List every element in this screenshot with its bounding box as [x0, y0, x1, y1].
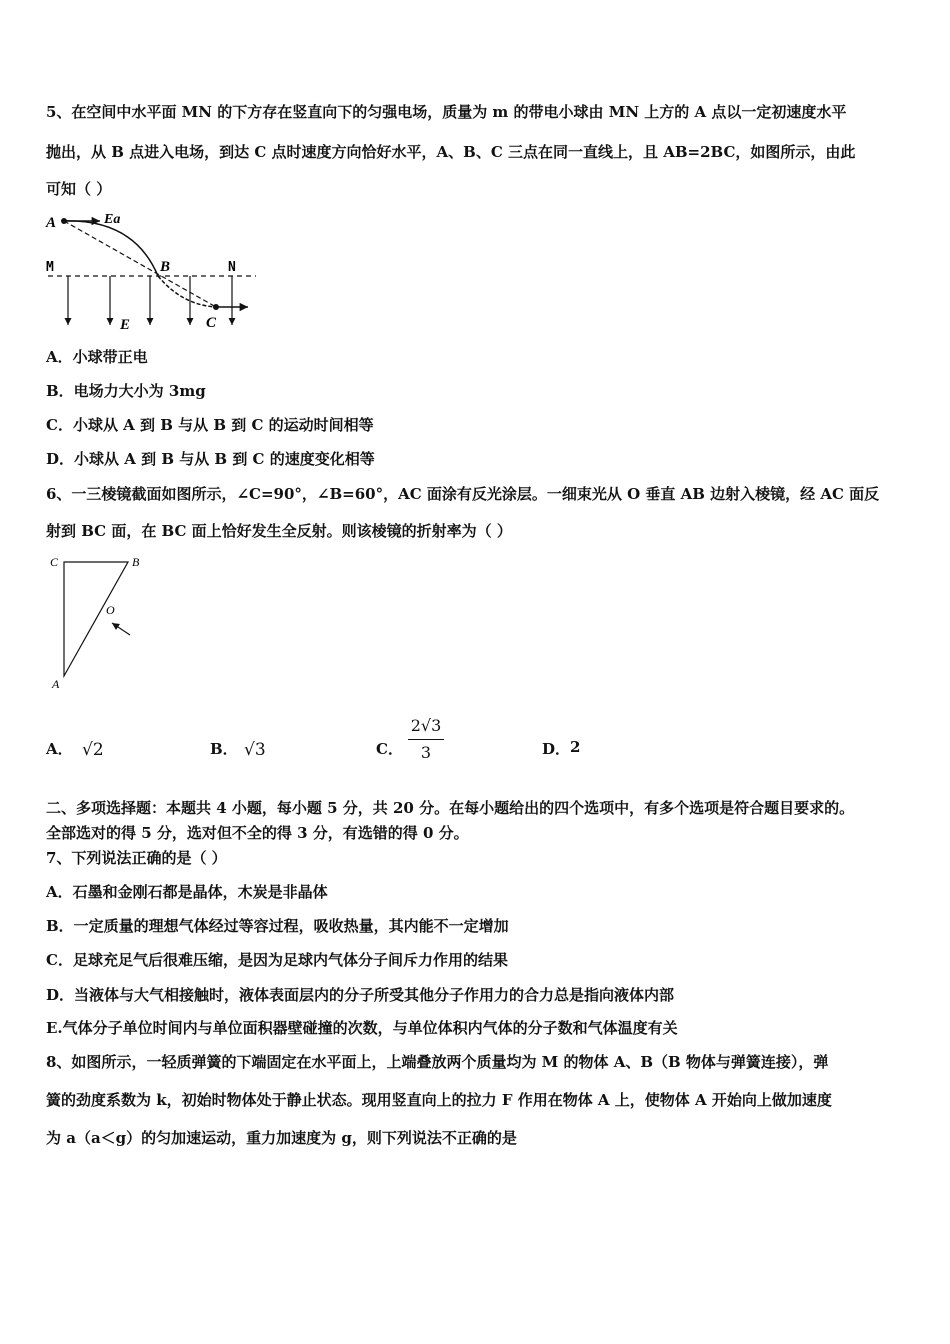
q6-label-A: A	[52, 677, 60, 691]
q6-label-C: C	[50, 555, 59, 569]
q7-option-b: B．一定质量的理想气体经过等容过程，吸收热量，其内能不一定增加	[46, 917, 509, 935]
q6-option-c-denominator: 3	[420, 743, 432, 762]
q5-label-M: M	[46, 260, 54, 275]
q8-stem-line2: 簧的劲度系数为 k，初始时物体处于静止状态。现用竖直向上的拉力 F 作用在物体 A 上，使物体 A 开始向上做加速度	[46, 1091, 832, 1109]
q6-option-b-value: √3	[244, 740, 266, 760]
q6-option-c-label: C．	[376, 740, 403, 758]
fraction-bar	[408, 739, 444, 740]
q8-stem-line3: 为 a（a＜g）的匀加速运动，重力加速度为 g，则下列说法不正确的是	[46, 1129, 517, 1147]
q5-figure	[44, 205, 259, 335]
q7-option-e: E.气体分子单位时间内与单位面积器壁碰撞的次数，与单位体积内气体的分子数和气体温度有关	[46, 1019, 678, 1037]
q6-option-d-value: 2	[570, 738, 581, 756]
q6-label-O: O	[106, 603, 115, 617]
q5-stem-line1: 5、在空间中水平面 MN 的下方存在竖直向下的匀强电场，质量为 m 的带电小球由 MN 上方的 A 点以一定初速度水平	[46, 103, 847, 121]
q7-stem: 7、下列说法正确的是（ ）	[46, 849, 227, 867]
q5-option-d: D．小球从 A 到 B 与从 B 到 C 的速度变化相等	[46, 450, 375, 468]
q6-figure	[44, 550, 154, 695]
q5-option-c: C．小球从 A 到 B 与从 B 到 C 的运动时间相等	[46, 416, 374, 434]
section2-instructions-line2: 全部选对的得 5 分，选对但不全的得 3 分，有选错的得 0 分。	[46, 824, 469, 842]
section2-instructions-line1: 二、多项选择题：本题共 4 小题，每小题 5 分，共 20 分。在每小题给出的四个选项中，有多个选项是符合题目要求的。	[46, 799, 855, 817]
q5-stem-line3: 可知（ ）	[46, 180, 112, 198]
q5-option-a: A．小球带正电	[46, 348, 148, 366]
q7-option-c: C．足球充足气后很难压缩，是因为足球内气体分子间斥力作用的结果	[46, 951, 508, 969]
q6-option-d-label: D．	[542, 740, 571, 758]
q5-label-A: A	[46, 215, 57, 231]
q6-option-c-numerator: 2√3	[410, 716, 442, 735]
q7-option-a: A．石墨和金刚石都是晶体，木炭是非晶体	[46, 883, 328, 901]
q6-option-b-label: B．	[210, 740, 238, 758]
q5-option-b: B．电场力大小为 3mg	[46, 382, 206, 400]
q5-label-C: C	[206, 315, 217, 331]
q5-label-Ea: Ea	[104, 212, 121, 227]
q7-option-d: D．当液体与大气相接触时，液体表面层内的分子所受其他分子作用力的合力总是指向液体内部	[46, 986, 675, 1004]
q5-stem-line2: 抛出，从 B 点进入电场，到达 C 点时速度方向恰好水平，A、B、C 三点在同一直线上，且 AB=2BC，如图所示，由此	[46, 143, 856, 161]
q6-option-a-value: √2	[82, 740, 104, 760]
q6-stem-line1: 6、一三棱镜截面如图所示，∠C=90°，∠B=60°，AC 面涂有反光涂层。一细束光从 O 垂直 AB 边射入棱镜，经 AC 面反	[46, 485, 880, 503]
q6-option-a-label: A．	[46, 740, 73, 758]
q5-label-E: E	[120, 317, 131, 333]
q5-label-N: N	[228, 260, 236, 275]
q6-label-B: B	[132, 555, 140, 569]
q5-label-B: B	[160, 259, 171, 275]
q6-stem-line2: 射到 BC 面，在 BC 面上恰好发生全反射。则该棱镜的折射率为（ ）	[46, 522, 512, 540]
q8-stem-line1: 8、如图所示，一轻质弹簧的下端固定在水平面上，上端叠放两个质量均为 M 的物体 A、B（B 物体与弹簧连接），弹	[46, 1053, 829, 1071]
